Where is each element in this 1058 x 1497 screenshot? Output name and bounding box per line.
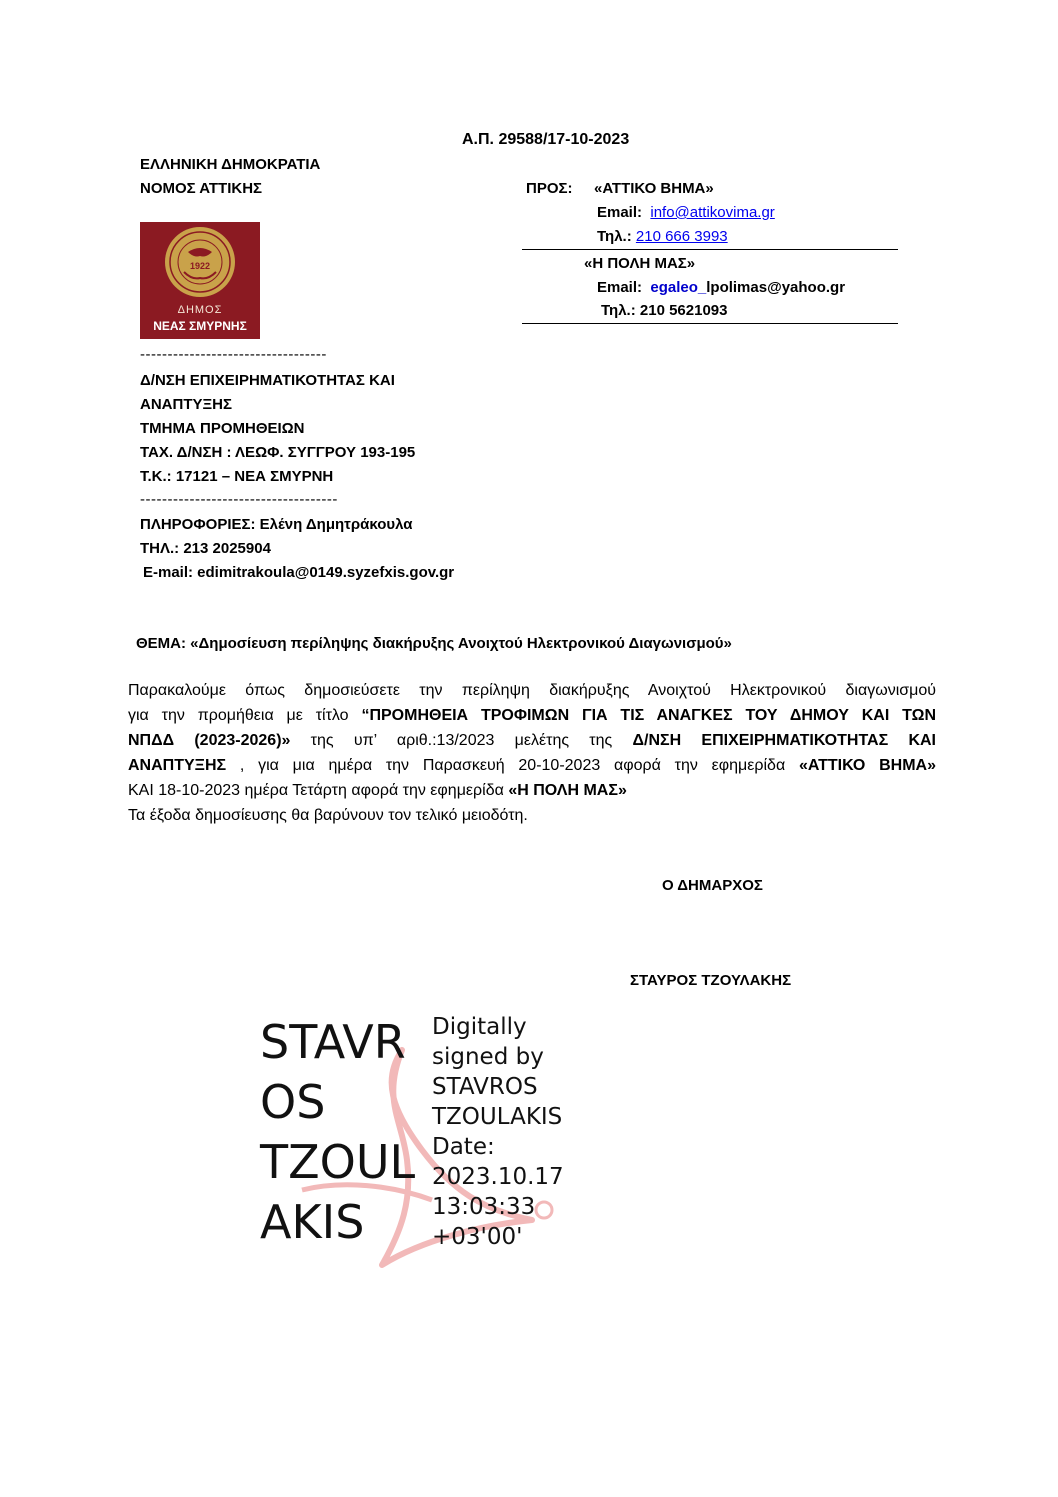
body-line3-title-end: ΝΠΔΔ (2023-2026)» bbox=[128, 732, 291, 749]
signature-detail-line: 2023.10.17 bbox=[432, 1164, 564, 1190]
body-line4-paper: «ΑΤΤΙΚΟ ΒΗΜΑ» bbox=[798, 757, 937, 774]
body-line1: Παρακαλούμε όπως δημοσιεύσετε την περίληψη διακήρυξης Ανοιχτού Ηλεκτρονικού διαγωνισμού bbox=[128, 682, 936, 699]
signature-name-line: TZOUL bbox=[260, 1135, 416, 1189]
recipient2-email-label: Email: bbox=[597, 279, 643, 296]
department-postcode: Τ.Κ.: 17121 – ΝΕΑ ΣΜΥΡΝΗ bbox=[140, 468, 334, 485]
body-line2 bbox=[128, 703, 936, 728]
body-line5 bbox=[128, 778, 936, 803]
logo-line1: ΔΗΜΟΣ bbox=[177, 304, 223, 316]
department-address: ΤΑΧ. Δ/ΝΣΗ : ΛΕΩΦ. ΣΥΓΓΡΟΥ 193-195 bbox=[140, 444, 416, 461]
header-prefecture: ΝΟΜΟΣ ΑΤΤΙΚΗΣ bbox=[140, 180, 263, 197]
recipient2-email-part2[interactable]: lpolimas@yahoo.gr bbox=[706, 279, 846, 296]
signature-detail-line: Digitally bbox=[432, 1014, 527, 1040]
signature-details bbox=[432, 1012, 564, 1252]
mayor-title: Ο ΔΗΜΑΡΧΟΣ bbox=[662, 877, 763, 894]
body-line3-dept: Δ/ΝΣΗ ΕΠΙΧΕΙΡΗΜΑΤΙΚΟΤΗΤΑΣ ΚΑΙ bbox=[632, 732, 937, 749]
signature-name-line: AKIS bbox=[260, 1195, 365, 1249]
recipient-divider bbox=[522, 249, 898, 250]
recipient1-phone-label: Τηλ.: bbox=[597, 228, 632, 245]
signature-name bbox=[260, 1012, 415, 1252]
recipients-label: ΠΡΟΣ: bbox=[526, 180, 573, 197]
recipient2-name: «Η ΠΟΛΗ ΜΑΣ» bbox=[584, 255, 696, 272]
protocol-number: Α.Π. 29588/17-10-2023 bbox=[462, 131, 630, 148]
body-line4-dept-end: ΑΝΑΠΤΥΞΗΣ bbox=[128, 757, 227, 774]
signature-name-line: OS bbox=[260, 1075, 326, 1129]
subject-line: ΘΕΜΑ: «Δημοσίευση περίληψης διακήρυξης Ανοιχτού Ηλεκτρονικού Διαγωνισμού» bbox=[136, 635, 732, 652]
signature-detail-line: signed by bbox=[432, 1044, 544, 1070]
logo-line2: ΝΕΑΣ ΣΜΥΡΝΗΣ bbox=[153, 319, 247, 333]
svg-text:1922: 1922 bbox=[189, 261, 211, 271]
body-line2-text: για την προμήθεια με τίτλο bbox=[128, 707, 362, 724]
separator-top: ---------------------------------- bbox=[140, 346, 327, 363]
body-line4-text: , για μια ημέρα την Παρασκευή 20-10-2023 αφορά την εφημερίδα bbox=[226, 757, 799, 774]
recipient1-phone-row bbox=[597, 225, 728, 249]
body-line5-paper: «Η ΠΟΛΗ ΜΑΣ» bbox=[508, 782, 627, 799]
recipient1-email-link[interactable]: info@attikovima.gr bbox=[650, 204, 775, 221]
recipient1-email-row bbox=[597, 201, 775, 225]
body-line6: Τα έξοδα δημοσίευσης θα βαρύνουν τον τελικό μειοδότη. bbox=[128, 807, 528, 824]
recipient1-name: «ΑΤΤΙΚΟ ΒΗΜΑ» bbox=[594, 180, 714, 197]
recipient-bottom-rule bbox=[522, 323, 898, 324]
contact-phone: ΤΗΛ.: 213 2025904 bbox=[140, 540, 271, 557]
separator-bottom: ------------------------------------ bbox=[140, 491, 338, 508]
department-line1: Δ/ΝΣΗ ΕΠΙΧΕΙΡΗΜΑΤΙΚΟΤΗΤΑΣ ΚΑΙ bbox=[140, 372, 395, 389]
department-line3: ΤΜΗΜΑ ΠΡΟΜΗΘΕΙΩΝ bbox=[140, 420, 305, 437]
contact-email: E-mail: edimitrakoula@0149.syzefxis.gov.gr bbox=[143, 564, 455, 581]
signature-detail-line: TZOULAKIS bbox=[432, 1104, 563, 1130]
mayor-name: ΣΤΑΥΡΟΣ ΤΖΟΥΛΑΚΗΣ bbox=[630, 972, 792, 989]
municipality-logo bbox=[140, 222, 260, 339]
body-line3 bbox=[128, 728, 936, 753]
body-line4 bbox=[128, 753, 936, 778]
signature-detail-line: Date: bbox=[432, 1134, 495, 1160]
signature-name-line: STAVR bbox=[260, 1015, 406, 1069]
contact-person: ΠΛΗΡΟΦΟΡΙΕΣ: Ελένη Δημητράκουλα bbox=[140, 516, 413, 533]
signature-detail-line: 13:03:33 bbox=[432, 1194, 536, 1220]
recipient1-email-label: Email: bbox=[597, 204, 643, 221]
recipient2-email-part1[interactable]: egaleo_ bbox=[650, 279, 707, 296]
recipient1-phone-link[interactable]: 210 666 3993 bbox=[635, 228, 728, 245]
recipient2-email-row bbox=[597, 276, 845, 300]
body-paragraph bbox=[128, 678, 936, 828]
body-line5-text: ΚΑΙ 18-10-2023 ημέρα Τετάρτη αφορά την εφημερίδα bbox=[128, 782, 509, 799]
body-line2-title: “ΠΡΟΜΗΘΕΙΑ ΤΡΟΦΙΜΩΝ ΓΙΑ ΤΙΣ ΑΝΑΓΚΕΣ ΤΟΥ ΔΗΜΟΥ ΚΑΙ ΤΩΝ bbox=[361, 707, 937, 724]
recipient2-phone: Τηλ.: 210 5621093 bbox=[601, 302, 728, 319]
signature-detail-line: +03'00' bbox=[432, 1224, 523, 1250]
department-line2: ΑΝΑΠΤΥΞΗΣ bbox=[140, 396, 232, 413]
body-line3-text: της υπ’ αριθ.:13/2023 μελέτης της bbox=[290, 732, 633, 749]
signature-detail-line: STAVROS bbox=[432, 1074, 538, 1100]
header-republic: ΕΛΛΗΝΙΚΗ ΔΗΜΟΚΡΑΤΙΑ bbox=[140, 156, 321, 173]
